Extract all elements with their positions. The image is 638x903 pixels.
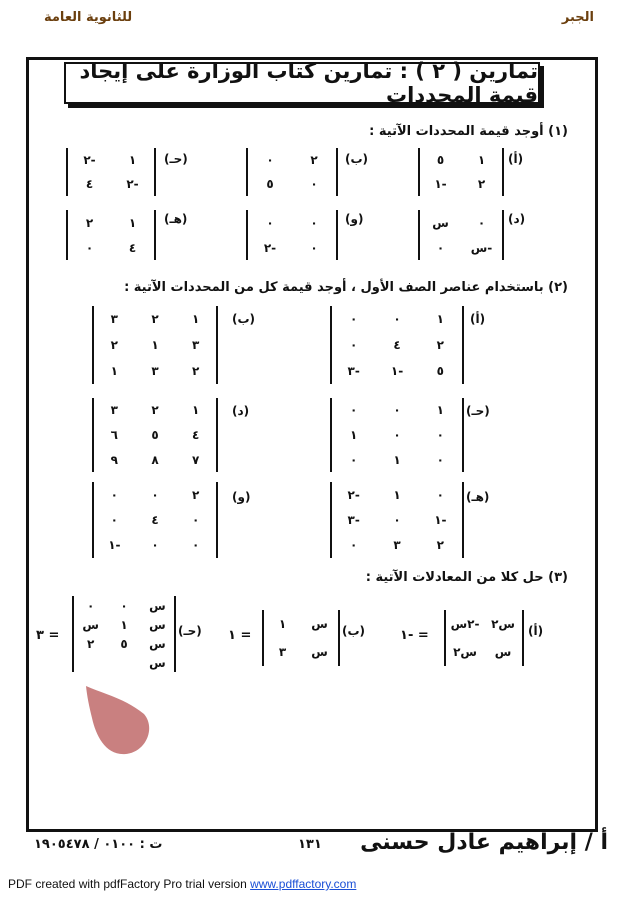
cell: ٢: [310, 153, 318, 167]
cell: ٠: [393, 312, 401, 326]
cell: ١: [151, 338, 159, 352]
cell: ٠: [87, 598, 95, 613]
q1-label-f: (هـ): [164, 212, 188, 226]
cell: س: [311, 645, 328, 659]
cell: ٠: [151, 538, 159, 553]
q2-label-a: (أ): [470, 312, 486, 326]
q2-det-e: [330, 482, 464, 558]
q2-det-b: [92, 306, 218, 384]
cell: س: [432, 215, 449, 230]
q1-det-e: [246, 210, 338, 260]
pdf-note: [8, 877, 356, 891]
cell: ٣: [278, 645, 287, 659]
cell: ٠: [266, 153, 274, 167]
pdf-note-link[interactable]: www.pdffactory.com: [250, 877, 357, 891]
cell: ٥: [436, 153, 445, 167]
cell: ١: [350, 427, 358, 442]
q1-label-c: (حـ): [164, 152, 188, 166]
cell: ٢: [436, 538, 444, 553]
cell: ٢: [192, 364, 200, 378]
q3-label-a: (أ): [528, 624, 544, 638]
q2-det-d: [92, 398, 218, 472]
cell: ٥: [266, 177, 274, 191]
cell: س: [149, 617, 166, 632]
q1-label-e: (و): [345, 212, 364, 226]
cell: ٠: [436, 452, 444, 467]
q2-heading: (٢) باستخدام عناصر الصف الأول ، أوجد قيمة كل من المحددات الآتية :: [124, 280, 568, 295]
q2-det-f: [92, 482, 218, 558]
cell: ١: [477, 153, 486, 167]
cell: س: [149, 655, 166, 670]
cell: ٠: [110, 512, 118, 527]
cell: ٠: [266, 215, 274, 230]
cell: -١: [434, 177, 447, 191]
footer-author: أ / إبراهيم عادل حسنى: [360, 830, 608, 855]
cell: -٣: [347, 512, 360, 527]
cell: ١: [278, 617, 287, 631]
cell: س: [494, 645, 512, 659]
cell: ١: [393, 452, 401, 467]
cell: ١: [128, 215, 137, 230]
cell: ٠: [151, 487, 159, 502]
cell: ٢: [151, 312, 159, 326]
q2-label-e: (هـ): [466, 490, 490, 504]
cell: ٣: [393, 538, 401, 553]
cell: ٣: [110, 403, 118, 418]
cell: ٠: [393, 512, 401, 527]
cell: ٤: [85, 177, 94, 191]
cell: ٠: [436, 487, 444, 502]
cell: ٣: [110, 312, 118, 326]
q2-det-c: [330, 398, 464, 472]
cell: ٠: [110, 487, 118, 502]
cell: -٣: [347, 364, 360, 378]
q3-det-a: [444, 610, 524, 666]
cell: ٠: [85, 240, 94, 255]
cell: ٥: [436, 364, 444, 378]
cell: ٦: [110, 427, 118, 442]
footer-page-number: ١٣١: [298, 837, 322, 852]
cell: ٠: [310, 215, 318, 230]
cell: -١: [390, 364, 404, 378]
cell: ١: [128, 153, 137, 167]
cell: ٤: [151, 512, 159, 527]
cell: ١: [110, 364, 118, 378]
cell: ٠: [350, 538, 358, 553]
cell: س: [149, 598, 166, 613]
cell: -٢: [126, 177, 139, 191]
cell: ٠: [350, 338, 358, 352]
cell: ١: [436, 312, 444, 326]
cell: س٢: [453, 645, 477, 659]
cell: ٠: [120, 598, 128, 613]
cell: ٠: [393, 427, 401, 442]
cell: ٠: [393, 403, 401, 418]
cell: ٠: [310, 177, 318, 191]
cell: س٢: [491, 617, 515, 631]
cell: ٢: [192, 487, 200, 502]
cell: ٤: [192, 427, 200, 442]
cell: ٠: [192, 538, 200, 553]
cell: -٢: [83, 153, 96, 167]
q3-label-c: (حـ): [178, 624, 202, 638]
cell: ٢: [477, 177, 486, 191]
cell: ٢: [110, 338, 118, 352]
footer-phone: ت : ٠١٠٠ / ١٩٠٥٤٧٨: [34, 837, 163, 852]
q1-label-d: (د): [508, 212, 526, 226]
cell: ٣: [151, 364, 159, 378]
cell: س: [311, 617, 328, 631]
cell: ١: [393, 487, 401, 502]
cell: ٥: [151, 427, 159, 442]
cell: ١: [436, 403, 444, 418]
cell: ٢: [85, 215, 94, 230]
cell: -٢س: [450, 617, 480, 631]
cell: ٨: [151, 452, 159, 467]
cell: ٣: [192, 338, 200, 352]
cell: س: [149, 636, 166, 651]
q1-label-a: (أ): [508, 152, 524, 166]
cell: ٠: [350, 312, 358, 326]
cell: -١: [434, 512, 447, 527]
cell: ٠: [477, 215, 486, 230]
q3-rhs-a: = -١: [400, 628, 429, 643]
q2-det-a: [330, 306, 464, 384]
cell: ١: [192, 312, 200, 326]
cell: ٩: [110, 452, 118, 467]
cell: ١: [192, 403, 200, 418]
q1-det-f: [66, 210, 156, 260]
pdf-note-text: PDF created with pdfFactory Pro trial version: [8, 877, 251, 891]
q3-det-c: [72, 596, 176, 672]
cell: س: [82, 617, 99, 632]
q2-label-f: (و): [232, 490, 251, 504]
cell: -٢: [263, 240, 277, 255]
cell: -س: [470, 240, 493, 255]
cell: ٠: [350, 452, 358, 467]
decorative-blob: [84, 684, 154, 756]
header-subject: الجبر: [561, 10, 594, 25]
cell: ٤: [393, 338, 401, 352]
q1-heading: (١) أوجد قيمة المحددات الآتية :: [369, 124, 568, 139]
q3-rhs-b: = ١: [228, 628, 252, 643]
cell: -٢: [347, 487, 360, 502]
cell: ٠: [310, 240, 318, 255]
q1-label-b: (ب): [345, 152, 369, 166]
cell: ٠: [436, 240, 445, 255]
q1-det-b: [246, 148, 338, 196]
cell: ٠: [350, 403, 358, 418]
q2-label-c: (حـ): [466, 404, 490, 418]
q2-label-d: (د): [232, 404, 250, 418]
header-grade: للثانوية العامة: [44, 10, 133, 25]
cell: ٥: [120, 636, 128, 651]
cell: ٢: [436, 338, 444, 352]
q3-heading: (٣) حل كلا من المعادلات الآتية :: [365, 570, 568, 585]
q2-label-b: (ب): [232, 312, 256, 326]
q3-rhs-c: = ٣: [36, 628, 60, 643]
cell: ٢: [87, 636, 95, 651]
q3-label-b: (ب): [342, 624, 366, 638]
cell: ٤: [128, 240, 137, 255]
cell: -١: [108, 538, 121, 553]
q1-det-d: [418, 210, 504, 260]
page-title: تمارين ( ٢ ) : تمارين كتاب الوزارة على إيجاد قيمة المحددات: [64, 62, 540, 104]
cell: ٠: [192, 512, 200, 527]
cell: ١: [120, 617, 128, 632]
q3-det-b: [262, 610, 340, 666]
q1-det-a: [418, 148, 504, 196]
q1-det-c: [66, 148, 156, 196]
cell: ٢: [151, 403, 159, 418]
cell: ٧: [192, 452, 200, 467]
cell: ٠: [436, 427, 444, 442]
